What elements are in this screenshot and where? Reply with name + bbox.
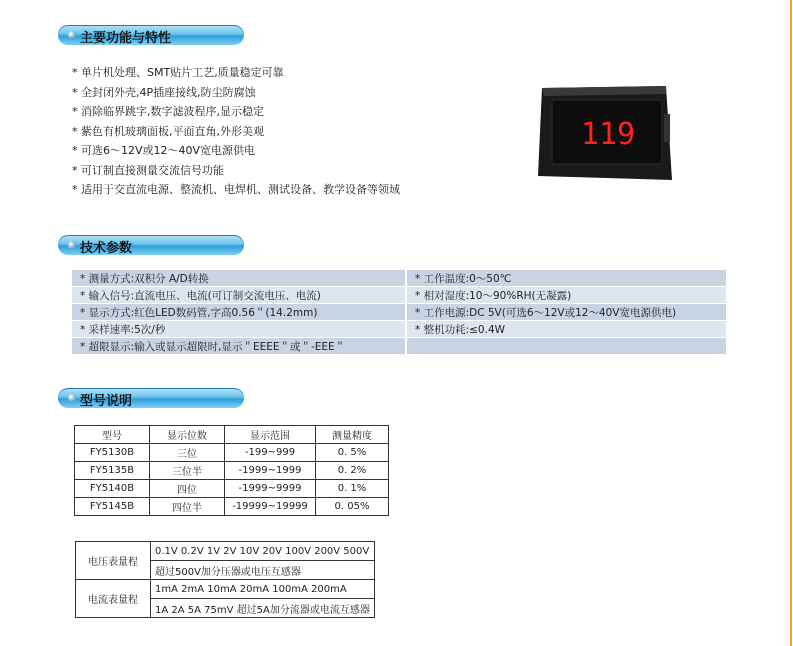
table-row: [75, 462, 389, 480]
table-cell: 三位半: [150, 462, 225, 480]
feature-item: * 可选6～12V或12～40V宽电源供电: [72, 144, 256, 157]
specs-section-header: [58, 235, 244, 255]
table-cell: FY5130B: [75, 444, 150, 462]
table-row: [76, 580, 375, 599]
bullet-dot-icon: [68, 241, 76, 249]
table-cell: -199~999: [225, 444, 316, 462]
feature-item: * 适用于交直流电源、整流机、电焊机、测试设备、教学设备等领域: [72, 183, 400, 196]
table-cell: FY5145B: [75, 498, 150, 516]
table-row: [76, 542, 375, 561]
table-row: [75, 480, 389, 498]
table-row: [75, 498, 389, 516]
spec-cell: * 相对湿度:10～90%RH(无凝露): [406, 287, 726, 304]
column-header: 显示范围: [225, 426, 316, 444]
features-section-header: [58, 25, 244, 45]
specs-table: [72, 270, 726, 355]
spec-cell: * 输入信号:直流电压、电流(可订制交流电压、电流): [72, 287, 406, 304]
table-row: [75, 444, 389, 462]
meter-display-digits: 119: [580, 117, 636, 152]
table-cell: -19999~19999: [225, 498, 316, 516]
table-row: [72, 338, 726, 355]
page-edge-accent-line: [790, 0, 792, 646]
table-cell: 四位半: [150, 498, 225, 516]
table-cell: 0. 1%: [316, 480, 389, 498]
specs-section-title: 技术参数: [80, 241, 133, 256]
table-cell: 0.1V 0.2V 1V 2V 10V 20V 100V 200V 500V: [151, 542, 375, 561]
bullet-dot-icon: [68, 394, 76, 402]
table-cell: 0. 5%: [316, 444, 389, 462]
table-cell: FY5135B: [75, 462, 150, 480]
spec-cell: * 整机功耗:≤0.4W: [406, 321, 726, 338]
panel-meter-image: [538, 84, 674, 182]
feature-item: * 消除临界跳字,数字滤波程序,显示稳定: [72, 105, 264, 118]
ranges-table: [75, 541, 375, 618]
table-cell: 四位: [150, 480, 225, 498]
table-cell: 0. 05%: [316, 498, 389, 516]
spec-cell: * 显示方式:红色LED数码管,字高0.56＂(14.2mm): [72, 304, 406, 321]
spec-cell: * 工作温度:0～50℃: [406, 270, 726, 287]
table-cell: 超过500V加分压器或电压互感器: [151, 561, 375, 580]
table-cell: -1999~9999: [225, 480, 316, 498]
spec-cell: * 工作电源:DC 5V(可选6～12V或12～40V宽电源供电): [406, 304, 726, 321]
models-table: [74, 425, 389, 516]
table-row: [72, 270, 726, 287]
bullet-dot-icon: [68, 31, 76, 39]
table-header-row: [75, 426, 389, 444]
table-row: [72, 321, 726, 338]
table-cell: 1A 2A 5A 75mV 超过5A加分流器或电流互感器: [151, 599, 375, 618]
spec-cell: * 采样速率:5次/秒: [72, 321, 406, 338]
table-cell: FY5140B: [75, 480, 150, 498]
voltage-range-label: 电压表量程: [76, 542, 151, 580]
column-header: 显示位数: [150, 426, 225, 444]
feature-item: * 单片机处理、SMT贴片工艺,质量稳定可靠: [72, 66, 284, 79]
models-section-title: 型号说明: [80, 394, 133, 409]
table-cell: 0. 2%: [316, 462, 389, 480]
table-row: [72, 287, 726, 304]
spec-cell: * 超限显示:输入或显示超限时,显示＂EEEE＂或＂-EEE＂: [72, 338, 406, 355]
table-cell: 三位: [150, 444, 225, 462]
current-range-label: 电流表量程: [76, 580, 151, 618]
column-header: 测量精度: [316, 426, 389, 444]
feature-item: * 可订制直接测量交流信号功能: [72, 163, 224, 177]
column-header: 型号: [75, 426, 150, 444]
table-cell: 1mA 2mA 10mA 20mA 100mA 200mA: [151, 580, 375, 599]
features-list: [72, 63, 400, 200]
spec-cell: [406, 338, 726, 355]
feature-item: * 紫色有机玻璃面板,平面直角,外形美观: [72, 124, 264, 138]
spec-cell: * 测量方式:双积分 A/D转换: [72, 270, 406, 287]
feature-item: * 全封闭外壳,4P插座接线,防尘防腐蚀: [72, 85, 256, 99]
features-section-title: 主要功能与特性: [80, 31, 172, 46]
table-row: [72, 304, 726, 321]
table-cell: -1999~1999: [225, 462, 316, 480]
models-section-header: [58, 388, 244, 408]
